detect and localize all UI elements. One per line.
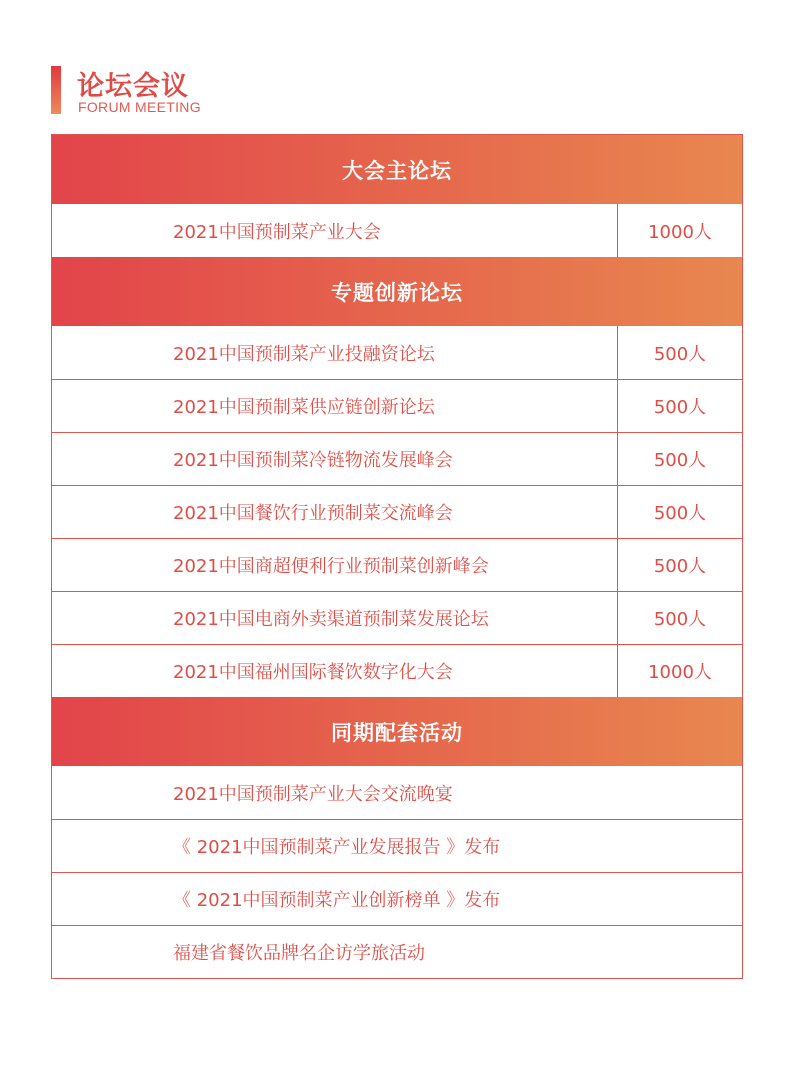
attendee-count: 1000人 — [617, 204, 742, 257]
section-title: 论坛会议 — [77, 71, 189, 102]
event-name: 2021中国餐饮行业预制菜交流峰会 — [173, 503, 453, 524]
table-row — [52, 591, 742, 644]
table-row — [52, 432, 742, 485]
table-row — [52, 485, 742, 538]
table-row — [52, 538, 742, 591]
attendee-count: 500人 — [617, 486, 742, 538]
group-header-side-events: 同期配套活动 — [52, 697, 742, 766]
event-name: 2021中国福州国际餐饮数字化大会 — [173, 662, 453, 683]
event-name: 2021中国预制菜产业大会交流晚宴 — [173, 783, 453, 805]
table-row — [52, 379, 742, 432]
table-row — [52, 819, 742, 872]
table-row — [52, 925, 742, 978]
title-accent-bar — [51, 66, 61, 114]
table-row — [52, 204, 742, 257]
group-header-topic-forums: 专题创新论坛 — [52, 257, 742, 326]
forum-table — [51, 134, 743, 979]
table-row — [52, 872, 742, 925]
event-name: 2021中国商超便利行业预制菜创新峰会 — [173, 556, 489, 577]
attendee-count: 1000人 — [617, 645, 742, 697]
attendee-count: 500人 — [617, 592, 742, 644]
event-name: 2021中国预制菜冷链物流发展峰会 — [173, 450, 453, 471]
event-name: 《 2021中国预制菜产业发展报告 》发布 — [173, 837, 501, 858]
event-name: 2021中国预制菜产业投融资论坛 — [173, 343, 435, 365]
table-row — [52, 326, 742, 379]
event-name: 福建省餐饮品牌名企访学旅活动 — [173, 943, 425, 964]
attendee-count: 500人 — [617, 380, 742, 432]
group-header-main-forum: 大会主论坛 — [52, 135, 742, 204]
event-name: 2021中国电商外卖渠道预制菜发展论坛 — [173, 609, 489, 630]
attendee-count: 500人 — [617, 539, 742, 591]
event-name: 《 2021中国预制菜产业创新榜单 》发布 — [173, 890, 501, 911]
attendee-count: 500人 — [617, 433, 742, 485]
attendee-count: 500人 — [617, 326, 742, 379]
table-row — [52, 644, 742, 697]
section-subtitle: FORUM MEETING — [78, 99, 201, 115]
event-name: 2021中国预制菜产业大会 — [173, 221, 381, 243]
table-row — [52, 766, 742, 819]
event-name: 2021中国预制菜供应链创新论坛 — [173, 397, 435, 418]
